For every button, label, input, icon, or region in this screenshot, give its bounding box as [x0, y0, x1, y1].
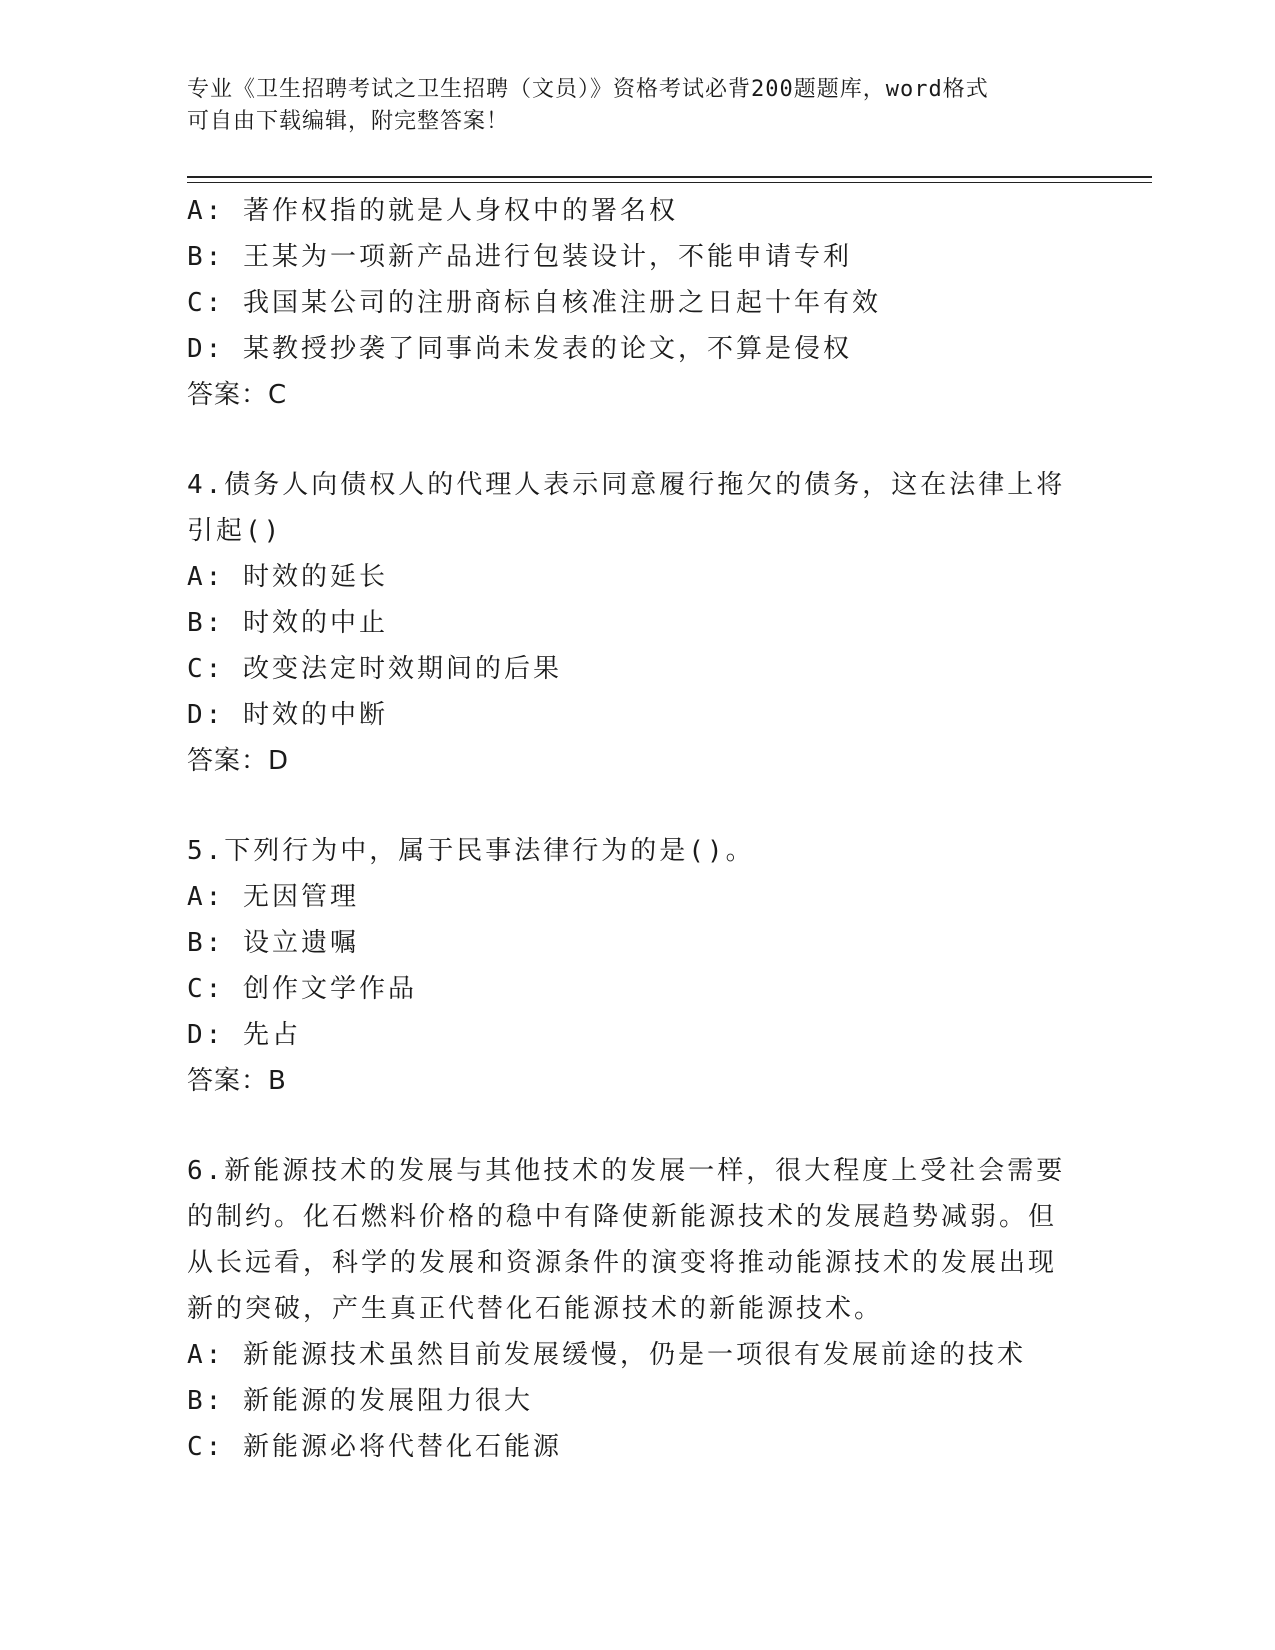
option-c: C: 创作文学作品 [187, 974, 417, 1004]
option-d: D: 时效的中断 [187, 700, 388, 730]
question-stem-line: 从长远看，科学的发展和资源条件的演变将推动能源技术的发展出现 [187, 1248, 1058, 1278]
header-title-line-2: 可自由下载编辑，附完整答案！ [187, 109, 510, 134]
header-divider-thin [187, 182, 1152, 183]
question-spacer [187, 1104, 1087, 1148]
option-c: C: 我国某公司的注册商标自核准注册之日起十年有效 [187, 288, 881, 318]
answer-label: 答案：C [187, 380, 288, 410]
question-stem-line: 4.债务人向债权人的代理人表示同意履行拖欠的债务，这在法律上将 [187, 470, 1066, 500]
option-d: D: 先占 [187, 1020, 301, 1050]
question-stem-line: 6.新能源技术的发展与其他技术的发展一样，很大程度上受社会需要 [187, 1156, 1066, 1186]
option-a: A: 著作权指的就是人身权中的署名权 [187, 196, 678, 226]
question-3 [187, 188, 1087, 418]
option-b: B: 设立遗嘱 [187, 928, 359, 958]
option-b: B: 时效的中止 [187, 608, 388, 638]
option-a: A: 时效的延长 [187, 562, 388, 592]
answer-label: 答案：D [187, 746, 290, 776]
question-spacer [187, 784, 1087, 828]
question-stem-line: 引起() [187, 516, 283, 546]
question-list [187, 188, 1087, 1470]
option-b: B: 新能源的发展阻力很大 [187, 1386, 533, 1416]
option-c: C: 改变法定时效期间的后果 [187, 654, 562, 684]
question-stem-line: 5.下列行为中，属于民事法律行为的是()。 [187, 836, 755, 866]
question-stem-line: 新的突破，产生真正代替化石能源技术的新能源技术。 [187, 1294, 884, 1324]
option-b: B: 王某为一项新产品进行包装设计，不能申请专利 [187, 242, 852, 272]
question-6 [187, 1148, 1087, 1470]
header-title-line-1: 专业《卫生招聘考试之卫生招聘（文员）》资格考试必背200题题库，word格式 [187, 77, 989, 102]
question-5 [187, 828, 1087, 1104]
answer-label: 答案：B [187, 1066, 287, 1096]
option-c: C: 新能源必将代替化石能源 [187, 1432, 562, 1462]
option-a: A: 新能源技术虽然目前发展缓慢，仍是一项很有发展前途的技术 [187, 1340, 1026, 1370]
question-spacer [187, 418, 1087, 462]
option-a: A: 无因管理 [187, 882, 359, 912]
option-d: D: 某教授抄袭了同事尚未发表的论文，不算是侵权 [187, 334, 852, 364]
question-4 [187, 462, 1087, 784]
document-header [187, 74, 1067, 138]
question-stem-line: 的制约。化石燃料价格的稳中有降使新能源技术的发展趋势减弱。但 [187, 1202, 1058, 1232]
header-divider-thick [187, 176, 1152, 178]
